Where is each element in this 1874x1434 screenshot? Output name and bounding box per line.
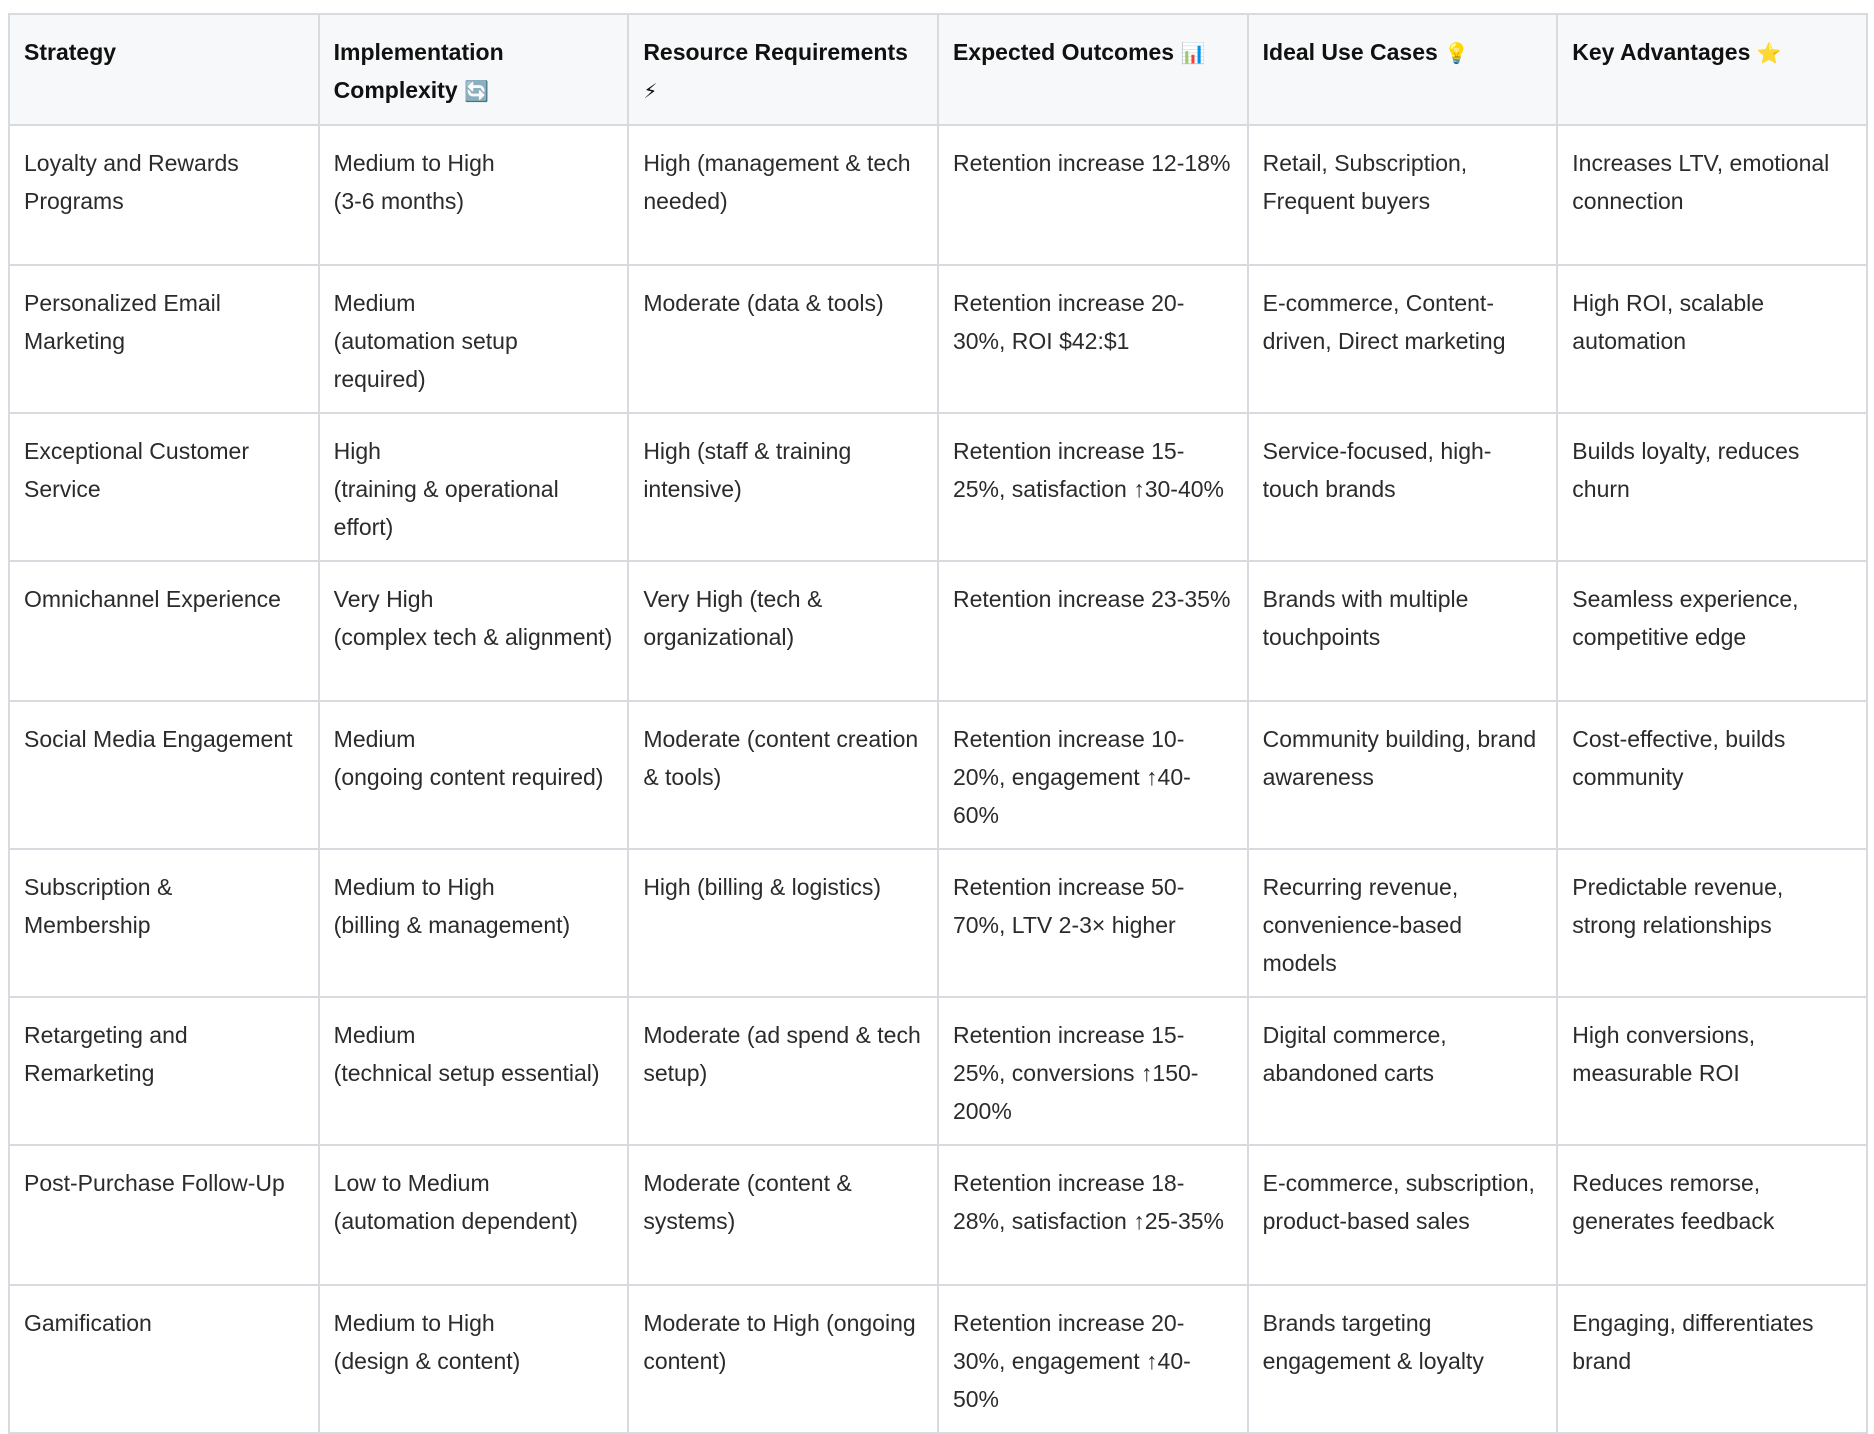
cell-outcomes-text: Retention increase 12-18%	[952, 150, 1231, 176]
cell-use-cases-text: Brands targeting engagement & loyalty	[1262, 1310, 1484, 1374]
cell-use-cases-text: Brands with multiple touchpoints	[1262, 586, 1469, 650]
header-implementation-complexity	[319, 14, 629, 125]
cell-strategy	[9, 125, 319, 265]
cell-outcomes-text: Retention increase 15-25%, satisfaction ↑30-40%	[952, 438, 1225, 502]
complexity-level: Medium to High	[333, 874, 495, 900]
strategy-comparison-table-wrapper	[8, 13, 1866, 1434]
header-label: Resource Requirements	[643, 39, 908, 65]
cell-use-cases	[1248, 997, 1558, 1145]
cell-resources	[628, 997, 938, 1145]
cell-strategy-text: Loyalty and Rewards Programs	[24, 150, 239, 214]
cell-outcomes	[938, 265, 1248, 413]
cell-use-cases	[1248, 849, 1558, 997]
complexity-level: High	[333, 438, 381, 464]
cell-advantages	[1557, 125, 1867, 265]
complexity-detail: (automation setup required)	[333, 328, 518, 392]
cell-complexity	[319, 1285, 629, 1433]
cell-outcomes	[938, 125, 1248, 265]
cell-resources-text: Moderate (data & tools)	[643, 290, 884, 316]
cell-advantages-text: Seamless experience, competitive edge	[1572, 586, 1799, 650]
cell-advantages	[1557, 1145, 1867, 1285]
cell-resources	[628, 1145, 938, 1285]
header-strategy	[9, 14, 319, 125]
complexity-level: Low to Medium	[333, 1170, 490, 1196]
cell-strategy-text: Subscription & Membership	[24, 874, 173, 938]
cell-strategy	[9, 701, 319, 849]
cell-outcomes-text: Retention increase 20-30%, engagement ↑40-50%	[952, 1310, 1191, 1412]
cell-complexity	[319, 413, 629, 561]
cell-strategy	[9, 1145, 319, 1285]
cell-strategy-text: Personalized Email Marketing	[24, 290, 221, 354]
header-label: Ideal Use Cases	[1262, 39, 1438, 65]
cell-use-cases	[1248, 413, 1558, 561]
refresh-icon: 🔄	[464, 79, 489, 103]
complexity-detail: (ongoing content required)	[333, 764, 604, 790]
cell-outcomes-text: Retention increase 20-30%, ROI $42:$1	[952, 290, 1185, 354]
complexity-level: Very High	[333, 586, 434, 612]
cell-resources	[628, 1285, 938, 1433]
cell-complexity	[319, 265, 629, 413]
cell-outcomes	[938, 1285, 1248, 1433]
cell-strategy	[9, 561, 319, 701]
cell-resources-text: Moderate (content creation & tools)	[643, 726, 919, 790]
cell-strategy	[9, 997, 319, 1145]
cell-use-cases-text: Recurring revenue, convenience-based models	[1262, 874, 1463, 976]
complexity-detail: (3-6 months)	[333, 188, 465, 214]
cell-strategy-text: Retargeting and Remarketing	[24, 1022, 188, 1086]
cell-complexity	[319, 125, 629, 265]
complexity-detail: (complex tech & alignment)	[333, 624, 613, 650]
complexity-level: Medium	[333, 290, 416, 316]
complexity-detail: (training & operational effort)	[333, 476, 559, 540]
cell-use-cases-text: Digital commerce, abandoned carts	[1262, 1022, 1447, 1086]
cell-use-cases-text: E-commerce, Content-driven, Direct marketing	[1262, 290, 1506, 354]
cell-outcomes	[938, 997, 1248, 1145]
header-label: Key Advantages	[1572, 39, 1751, 65]
cell-resources-text: High (staff & training intensive)	[643, 438, 852, 502]
cell-complexity	[319, 997, 629, 1145]
cell-use-cases	[1248, 701, 1558, 849]
complexity-level: Medium	[333, 1022, 416, 1048]
cell-advantages-text: Increases LTV, emotional connection	[1572, 150, 1830, 214]
cell-resources	[628, 561, 938, 701]
lightbulb-icon: 💡	[1444, 41, 1470, 65]
cell-strategy	[9, 849, 319, 997]
table-row	[9, 561, 1867, 701]
cell-advantages-text: Cost-effective, builds community	[1572, 726, 1786, 790]
cell-strategy-text: Exceptional Customer Service	[24, 438, 249, 502]
cell-use-cases	[1248, 1145, 1558, 1285]
cell-use-cases	[1248, 125, 1558, 265]
header-ideal-use-cases	[1248, 14, 1558, 125]
header-expected-outcomes	[938, 14, 1248, 125]
cell-outcomes	[938, 413, 1248, 561]
cell-complexity	[319, 849, 629, 997]
complexity-detail: (technical setup essential)	[333, 1060, 600, 1086]
cell-strategy	[9, 265, 319, 413]
cell-resources-text: Very High (tech & organizational)	[643, 586, 823, 650]
cell-outcomes	[938, 561, 1248, 701]
cell-outcomes-text: Retention increase 10-20%, engagement ↑40-60%	[952, 726, 1191, 828]
cell-advantages	[1557, 561, 1867, 701]
table-row	[9, 265, 1867, 413]
table-row	[9, 1285, 1867, 1433]
cell-resources-text: Moderate (content & systems)	[643, 1170, 852, 1234]
header-key-advantages	[1557, 14, 1867, 125]
table-row	[9, 997, 1867, 1145]
strategy-comparison-table	[8, 13, 1868, 1434]
cell-outcomes	[938, 1145, 1248, 1285]
cell-resources	[628, 849, 938, 997]
cell-outcomes-text: Retention increase 15-25%, conversions ↑150-200%	[952, 1022, 1199, 1124]
cell-resources-text: High (management & tech needed)	[643, 150, 911, 214]
cell-advantages-text: Reduces remorse, generates feedback	[1572, 1170, 1775, 1234]
header-label: Strategy	[24, 39, 117, 65]
lightning-icon: ⚡	[643, 79, 658, 103]
cell-outcomes	[938, 701, 1248, 849]
header-label: Expected Outcomes	[952, 39, 1175, 65]
cell-resources-text: High (billing & logistics)	[643, 874, 882, 900]
cell-advantages-text: High conversions, measurable ROI	[1572, 1022, 1756, 1086]
table-body	[9, 125, 1867, 1433]
complexity-detail: (automation dependent)	[333, 1208, 578, 1234]
cell-advantages	[1557, 265, 1867, 413]
cell-resources	[628, 125, 938, 265]
cell-advantages	[1557, 413, 1867, 561]
header-label: Implementation Complexity	[333, 39, 504, 103]
complexity-level: Medium	[333, 726, 416, 752]
cell-complexity	[319, 701, 629, 849]
cell-use-cases	[1248, 1285, 1558, 1433]
cell-outcomes-text: Retention increase 18-28%, satisfaction ↑25-35%	[952, 1170, 1225, 1234]
complexity-level: Medium to High	[333, 150, 495, 176]
complexity-detail: (design & content)	[333, 1348, 521, 1374]
cell-strategy-text: Post-Purchase Follow-Up	[24, 1170, 285, 1196]
cell-strategy	[9, 413, 319, 561]
table-row	[9, 1145, 1867, 1285]
cell-complexity	[319, 1145, 629, 1285]
cell-outcomes	[938, 849, 1248, 997]
cell-use-cases-text: Retail, Subscription, Frequent buyers	[1262, 150, 1468, 214]
table-row	[9, 413, 1867, 561]
cell-use-cases-text: Community building, brand awareness	[1262, 726, 1537, 790]
cell-resources	[628, 701, 938, 849]
cell-use-cases-text: Service-focused, high-touch brands	[1262, 438, 1492, 502]
header-row	[9, 14, 1867, 125]
cell-advantages	[1557, 849, 1867, 997]
cell-advantages-text: High ROI, scalable automation	[1572, 290, 1765, 354]
complexity-level: Medium to High	[333, 1310, 495, 1336]
star-icon: ⭐	[1756, 41, 1782, 65]
cell-advantages-text: Builds loyalty, reduces churn	[1572, 438, 1800, 502]
cell-resources	[628, 265, 938, 413]
cell-use-cases-text: E-commerce, subscription, product-based sales	[1262, 1170, 1535, 1234]
cell-advantages-text: Predictable revenue, strong relationships	[1572, 874, 1784, 938]
cell-advantages	[1557, 997, 1867, 1145]
cell-use-cases	[1248, 561, 1558, 701]
cell-complexity	[319, 561, 629, 701]
cell-advantages	[1557, 701, 1867, 849]
bar-chart-icon: 📊	[1180, 41, 1206, 65]
cell-strategy-text: Omnichannel Experience	[24, 586, 281, 612]
cell-resources-text: Moderate (ad spend & tech setup)	[643, 1022, 921, 1086]
table-row	[9, 701, 1867, 849]
table-row	[9, 125, 1867, 265]
cell-strategy-text: Social Media Engagement	[24, 726, 293, 752]
cell-advantages-text: Engaging, differentiates brand	[1572, 1310, 1814, 1374]
header-resource-requirements	[628, 14, 938, 125]
cell-advantages	[1557, 1285, 1867, 1433]
table-row	[9, 849, 1867, 997]
cell-outcomes-text: Retention increase 23-35%	[952, 586, 1231, 612]
cell-use-cases	[1248, 265, 1558, 413]
complexity-detail: (billing & management)	[333, 912, 571, 938]
cell-strategy	[9, 1285, 319, 1433]
cell-strategy-text: Gamification	[24, 1310, 152, 1336]
cell-resources	[628, 413, 938, 561]
cell-outcomes-text: Retention increase 50-70%, LTV 2-3× higher	[952, 874, 1185, 938]
cell-resources-text: Moderate to High (ongoing content)	[643, 1310, 916, 1374]
